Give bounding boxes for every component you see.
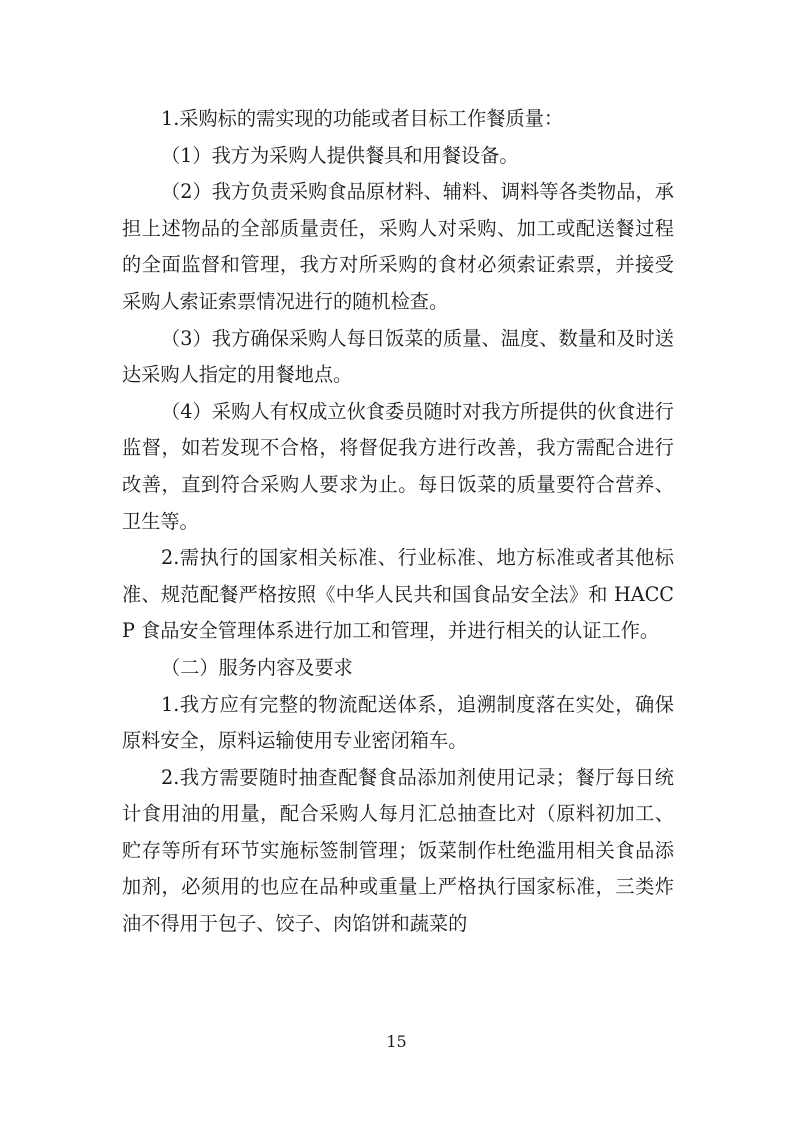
page-number: 15 bbox=[386, 1032, 407, 1051]
paragraph-1: 1.采购标的需实现的功能或者目标工作餐质量： bbox=[161, 107, 564, 130]
paragraph-3: （2）我方负责采购食品原材料、辅料、调料等各类物品，承担上述物品的全部质量责任，采购人对采购、加工或配送餐过程的全面监督和管理，我方对所采购的食材必须索证索票，并接受采购人索证索票情况进行的随机检查。 bbox=[122, 180, 674, 313]
document-body bbox=[122, 101, 674, 943]
section-heading: （二）服务内容及要求 bbox=[161, 655, 353, 679]
paragraph-6: 2.需执行的国家相关标准、行业标准、地方标准或者其他标准、规范配餐严格按照《中华人民共和国食品安全法》和 HACCP 食品安全管理体系进行加工和管理，并进行相关的认证工作。 bbox=[122, 546, 674, 643]
paragraph-5: （4）采购人有权成立伙食委员随时对我方所提供的伙食进行监督，如若发现不合格，将督促我方进行改善，我方需配合进行改善，直到符合采购人要求为止。每日饭菜的质量要符合营养、卫生等。 bbox=[122, 399, 674, 533]
paragraph-2: （1）我方为采购人提供餐具和用餐设备。 bbox=[161, 143, 519, 167]
paragraph-4: （3）我方确保采购人每日饭菜的质量、温度、数量和及时送达采购人指定的用餐地点。 bbox=[122, 326, 674, 387]
paragraph-8: 1.我方应有完整的物流配送体系，追溯制度落在实处，确保原料安全，原料运输使用专业密闭箱车。 bbox=[122, 692, 674, 753]
paragraph-9: 2.我方需要随时抽查配餐食品添加剂使用记录；餐厅每日统计食用油的用量，配合采购人每月汇总抽查比对（原料初加工、贮存等所有环节实施标签制管理；饭菜制作杜绝滥用相关食品添加剂，必须用的也应在品种或重量上严格执行国家标准，三类炸油不得用于包子、饺子、肉馅饼和蔬菜的 bbox=[122, 765, 674, 936]
